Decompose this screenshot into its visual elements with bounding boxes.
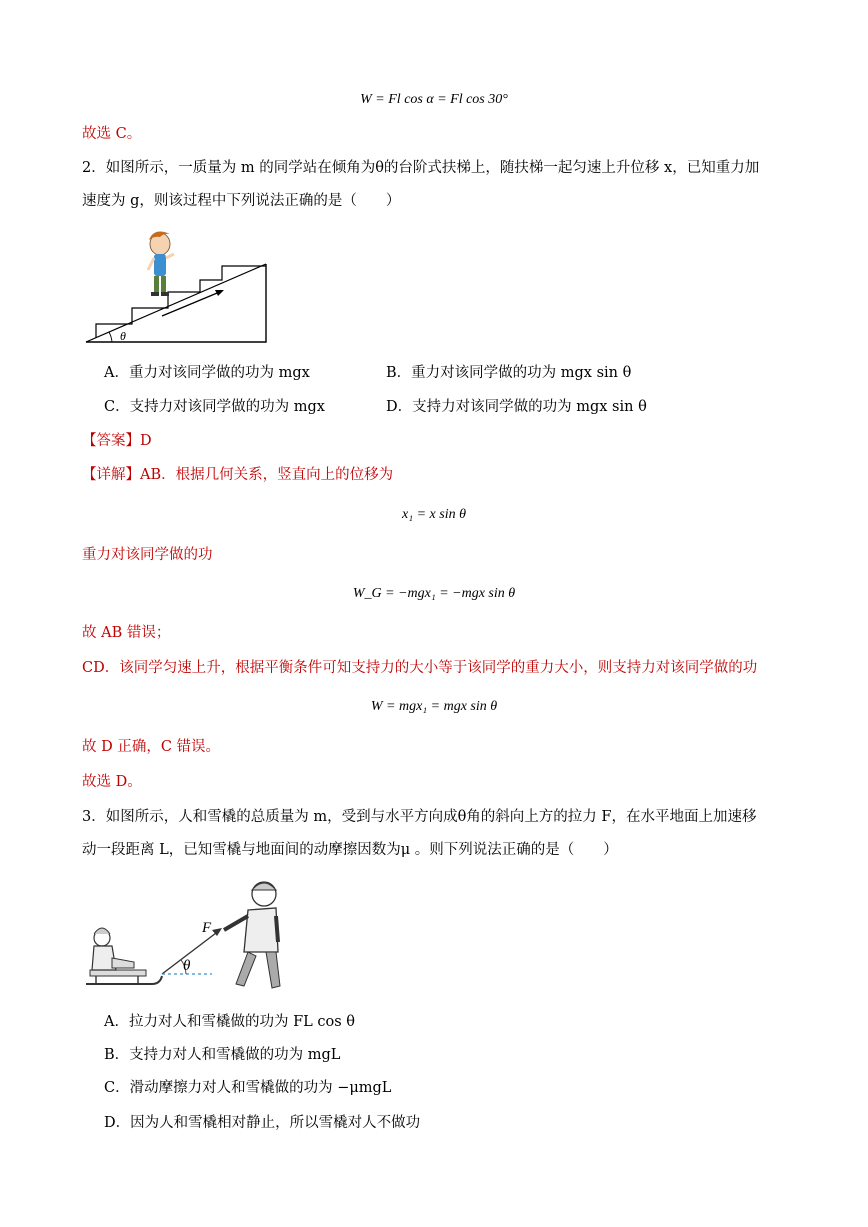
equation-displacement: x₁ = x sin θ [402,507,466,522]
detail-intro-q2: 【详解】AB．根据几何关系，竖直向上的位移为 [82,467,394,483]
q2-option-d: D．支持力对该同学做的功为 mgx sin θ [386,399,647,415]
question-3-line-1: 3．如图所示，人和雪橇的总质量为 m，受到与水平方向成θ角的斜向上方的拉力 F，在水平地面上加速移 [82,809,757,825]
ab-wrong-text: 故 AB 错误； [82,625,171,641]
sled-illustration [86,928,162,984]
person-illustration [224,882,280,988]
figure-label-theta: θ [120,329,126,343]
figure-label-force: F [202,920,212,936]
gravity-work-label: 重力对该同学做的功 [82,547,213,563]
d-correct-text: 故 D 正确，C 错误。 [82,739,221,755]
q2-option-a: A．重力对该同学做的功为 mgx [104,365,310,381]
equation-support-work: W = mgx₁ = mgx sin θ [370,699,498,714]
question-2-line-1: 2．如图所示，一质量为 m 的同学站在倾角为θ的台阶式扶梯上，随扶梯一起匀速上升位移 x，已知重力加 [82,160,760,176]
question-2-line-2: 速度为 g，则该过程中下列说法正确的是（ ） [82,193,401,209]
q3-option-c: C．滑动摩擦力对人和雪橇做的功为 −μmgL [104,1080,392,1096]
answer-pick-q1: 故选 C。 [82,126,142,142]
equation-work-top: W = Fl cos α = Fl cos 30° [360,92,508,107]
cd-explanation: CD．该同学匀速上升，根据平衡条件可知支持力的大小等于该同学的重力大小，则支持力对该同学做的功 [82,660,758,676]
answer-q2: 【答案】D [82,433,152,449]
equation-gravity-work: W_G = −mgx₁ = −mgx sin θ [352,586,516,601]
q2-option-c: C．支持力对该同学做的功为 mgx [104,399,325,415]
figure-label-angle: θ [183,958,191,974]
q3-option-b: B．支持力对人和雪橇做的功为 mgL [104,1047,341,1063]
question-3-line-2: 动一段距离 L，已知雪橇与地面间的动摩擦因数为μ 。则下列说法正确的是（ ） [82,842,618,858]
q3-option-a: A．拉力对人和雪橇做的功为 FL cos θ [104,1014,356,1030]
escalator-figure [84,224,274,346]
q3-option-d: D．因为人和雪橇相对静止，所以雪橇对人不做功 [104,1115,421,1131]
sled-figure [82,872,292,996]
answer-pick-q2: 故选 D。 [82,774,142,790]
student-illustration [148,232,174,296]
q2-option-b: B．重力对该同学做的功为 mgx sin θ [386,365,632,381]
